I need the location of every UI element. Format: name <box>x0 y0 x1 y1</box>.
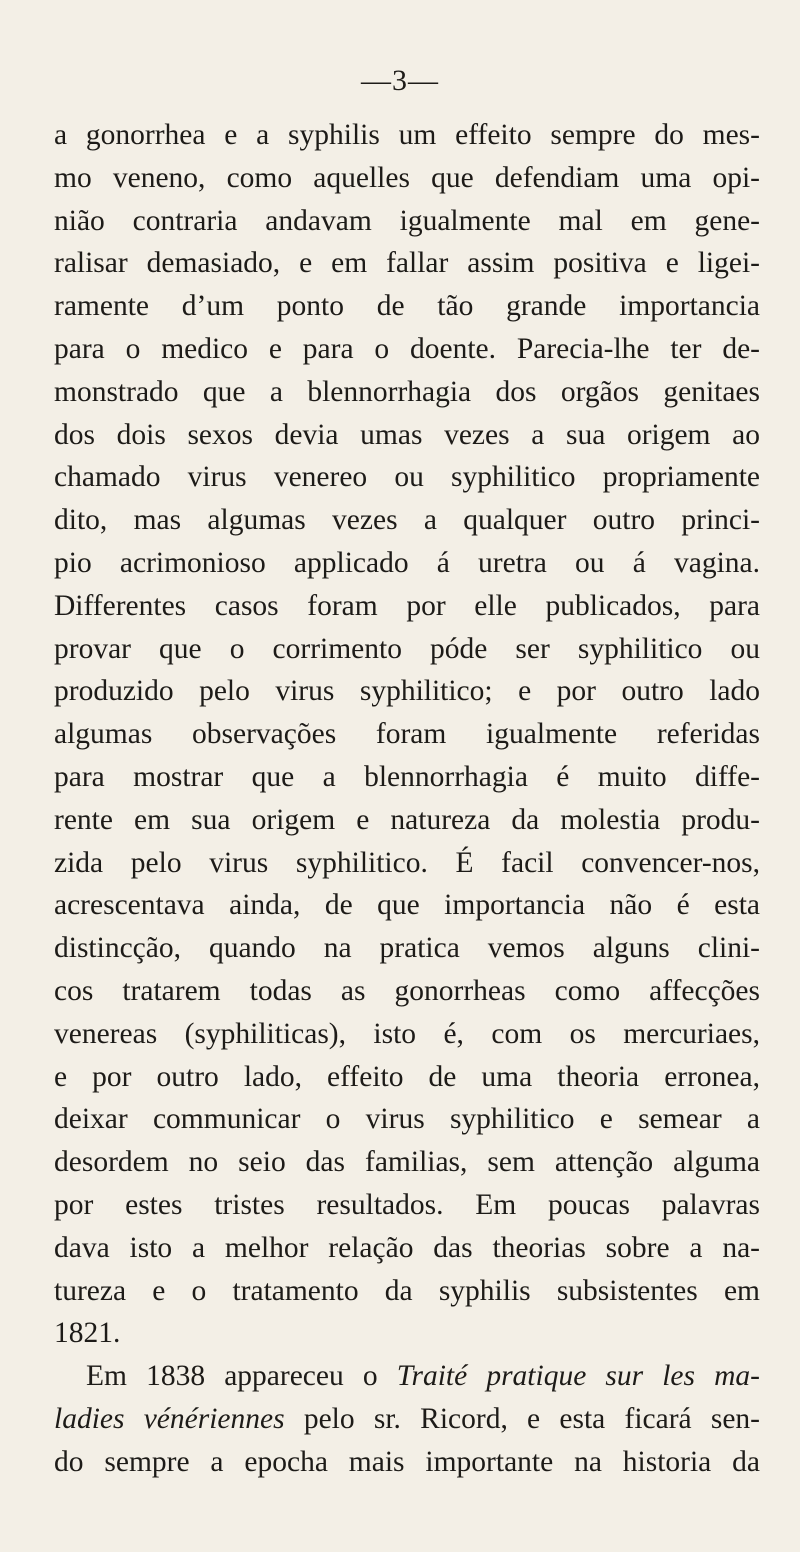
text-line: para mostrar que a blennorrhagia é muito diffe- <box>54 760 760 793</box>
text-line: chamado virus venereo ou syphilitico propriamente <box>54 461 760 494</box>
text-line: por estes tristes resultados. Em poucas palavras <box>54 1188 760 1221</box>
text-line: ralisar demasiado, e em fallar assim positiva e ligei- <box>54 247 760 280</box>
text-line: monstrado que a blennorrhagia dos orgãos genitaes <box>54 375 760 408</box>
text-line: pio acrimonioso applicado á uretra ou á vagina. <box>54 546 760 579</box>
text-line: 1821. <box>54 1317 121 1350</box>
text-run: pelo sr. Ricord, e esta ficará sen- <box>284 1402 761 1435</box>
text-line: dito, mas algumas vezes a qualquer outro princi- <box>54 504 760 537</box>
text-line: a gonorrhea e a syphilis um effeito sempre do mes- <box>54 119 760 151</box>
text-line: mo veneno, como aquelles que defendiam uma opi- <box>54 161 760 194</box>
text-line: nião contraria andavam igualmente mal em gene- <box>54 204 760 237</box>
text-line: deixar communicar o virus syphilitico e semear a <box>54 1103 760 1136</box>
page-number: —3— <box>361 64 439 97</box>
text-line: dava isto a melhor relação das theorias sobre a na- <box>54 1231 760 1264</box>
text-run: Em 1838 appareceu o <box>86 1360 397 1393</box>
book-title: Traité pratique sur les ma- <box>396 1360 760 1393</box>
text-line: tureza e o tratamento da syphilis subsistentes em <box>54 1274 760 1307</box>
book-title: ladies vénériennes <box>54 1402 285 1435</box>
text-line: algumas observações foram igualmente referidas <box>54 718 760 751</box>
paragraph-line <box>54 1398 760 1441</box>
text-line: acrescentava ainda, de que importancia não é esta <box>54 889 760 922</box>
text-line: desordem no seio das familias, sem attenção alguma <box>54 1146 760 1179</box>
text-line: Differentes casos foram por elle publicados, para <box>54 589 760 622</box>
text-line: cos tratarem todas as gonorrheas como affecções <box>54 974 760 1007</box>
text-line: para o medico e para o doente. Parecia-lhe ter de- <box>54 332 760 365</box>
text-line: ramente d’um ponto de tão grande importancia <box>54 290 760 323</box>
text-line: provar que o corrimento póde ser syphilitico ou <box>54 632 760 665</box>
text-line: distincção, quando na pratica vemos alguns clini- <box>54 932 760 965</box>
text-line: e por outro lado, effeito de uma theoria erronea, <box>54 1060 760 1093</box>
text-line: dos dois sexos devia umas vezes a sua origem ao <box>54 418 760 451</box>
text-line: rente em sua origem e natureza da molestia produ- <box>54 803 760 836</box>
body-text <box>54 114 760 1484</box>
text-line: zida pelo virus syphilitico. É facil convencer-nos, <box>54 846 760 879</box>
text-line: produzido pelo virus syphilitico; e por outro lado <box>54 675 760 708</box>
paragraph-line <box>54 1355 760 1398</box>
text-line: venereas (syphiliticas), isto é, com os mercuriaes, <box>54 1017 760 1050</box>
text-line: do sempre a epocha mais importante na historia da <box>54 1445 760 1478</box>
